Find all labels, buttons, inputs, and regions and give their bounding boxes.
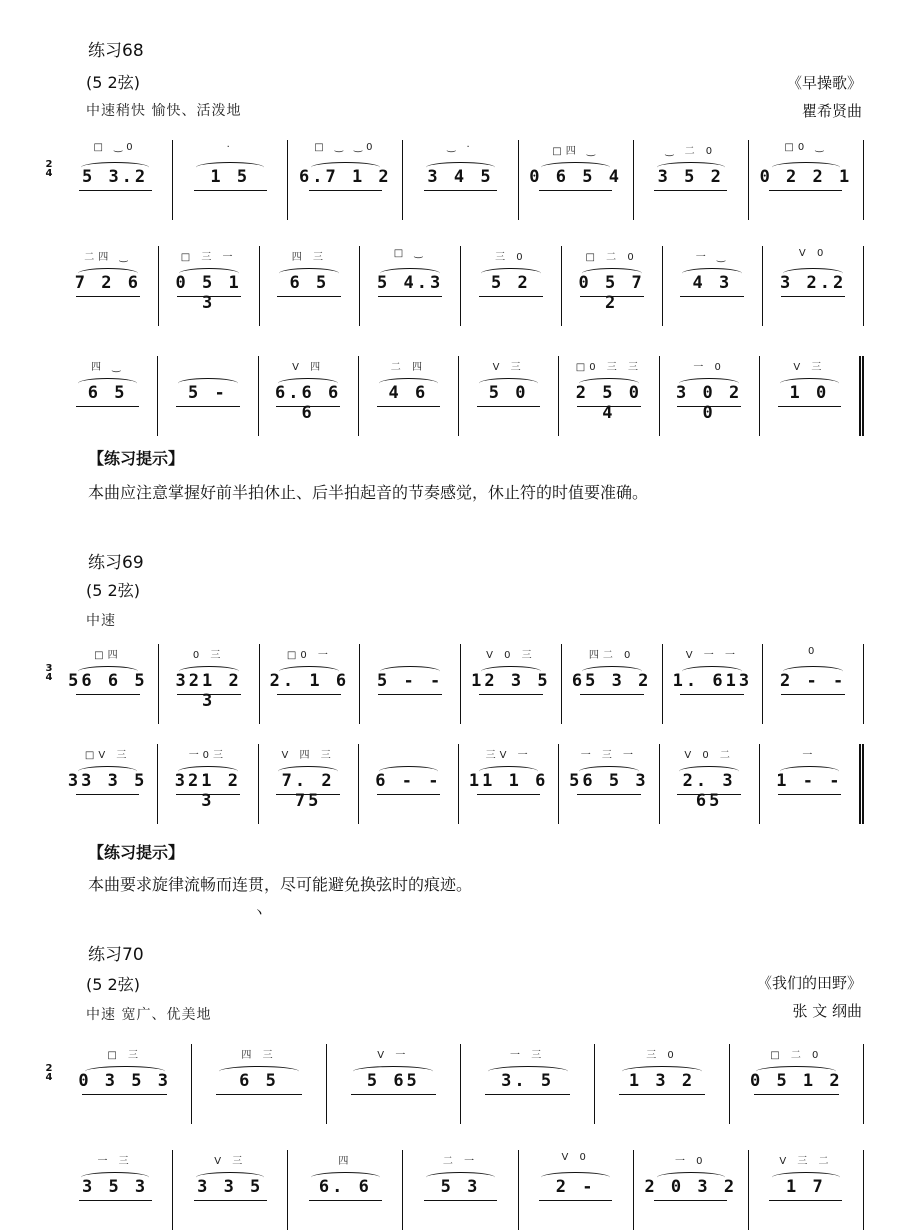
measure xyxy=(519,140,634,220)
notes: 1 0 xyxy=(789,383,830,403)
notes: 6 5 xyxy=(239,1071,279,1091)
notes: 0 2 2 1 xyxy=(759,167,853,187)
score-line xyxy=(44,246,864,326)
beam-underline xyxy=(580,296,644,297)
beam-underline xyxy=(619,1094,704,1095)
fingering-marks: 一 xyxy=(802,750,817,761)
exercise-68-composer: 瞿希贤曲 xyxy=(801,102,862,120)
fingering-marks: V 0 三 xyxy=(486,650,536,661)
measure xyxy=(58,1150,173,1230)
beam-underline xyxy=(276,794,340,795)
beam-underline xyxy=(580,694,644,695)
beam-underline xyxy=(76,794,140,795)
beam-underline xyxy=(176,794,240,795)
measure xyxy=(192,1044,326,1124)
measures xyxy=(58,644,864,724)
fingering-marks: □ 二 0 xyxy=(585,252,638,263)
beam-underline xyxy=(194,1200,267,1201)
score-line xyxy=(44,1044,864,1124)
fingering-marks: □四 ‿ xyxy=(552,146,599,157)
beam-underline xyxy=(377,794,441,795)
fingering-marks: V 三 xyxy=(793,362,826,373)
measures xyxy=(58,246,864,326)
fingering-marks: □ 三 xyxy=(107,1050,142,1061)
notes: 2 5 0 4 xyxy=(575,383,642,423)
fingering-marks: 四 三 xyxy=(241,1050,277,1061)
notes: 0 5 7 2 xyxy=(578,273,645,313)
notes: 0 5 1 2 xyxy=(749,1071,843,1091)
fingering-marks: V 0 xyxy=(798,248,828,259)
measure xyxy=(259,356,359,436)
exercise-69-strings: (5 2弦) xyxy=(86,581,140,600)
notes: 6 5 xyxy=(87,383,128,403)
measure xyxy=(259,744,359,824)
measure xyxy=(327,1044,461,1124)
fingering-marks: 0 三 xyxy=(192,650,225,661)
beam-underline xyxy=(477,406,541,407)
time-signature xyxy=(44,160,54,178)
beam-underline xyxy=(76,694,140,695)
measures xyxy=(58,140,864,220)
score-line xyxy=(44,140,864,220)
exercise-68-title: 练习68 xyxy=(88,41,144,61)
measure xyxy=(173,140,288,220)
time-signature-bottom: 4 xyxy=(45,672,53,683)
beam-underline xyxy=(539,1200,612,1201)
measure xyxy=(519,1150,634,1230)
notes: 4 3 xyxy=(692,273,733,293)
measure xyxy=(158,356,258,436)
measure xyxy=(288,140,403,220)
beam-underline xyxy=(577,794,641,795)
notes: 6.7 1 2 xyxy=(299,167,392,187)
measure xyxy=(461,1044,595,1124)
measures xyxy=(58,1150,864,1230)
fingering-marks: V 一 一 xyxy=(685,650,739,661)
fingering-marks: □ 三 一 xyxy=(180,252,237,263)
score-line xyxy=(44,356,864,436)
notes: 3 3 5 xyxy=(197,1177,264,1197)
fingering-marks: 四 ‿ xyxy=(91,362,125,373)
fingering-marks: 三V 一 xyxy=(485,750,532,761)
time-signature-top: 3 xyxy=(45,663,53,674)
measure xyxy=(403,1150,518,1230)
notes: 56 6 5 xyxy=(68,671,148,691)
fingering-marks: 三 0 xyxy=(646,1050,678,1061)
fingering-marks: 一 ‿ xyxy=(695,252,729,263)
beam-underline xyxy=(377,406,441,407)
measure xyxy=(459,356,559,436)
measure xyxy=(58,744,158,824)
measure xyxy=(763,246,864,326)
measure xyxy=(173,1150,288,1230)
beam-underline xyxy=(82,1094,167,1095)
fingering-marks: □四 xyxy=(94,650,122,661)
fingering-marks: 一 0 xyxy=(693,362,725,373)
time-signature xyxy=(44,1064,54,1082)
fingering-marks: 四二 0 xyxy=(588,650,635,661)
notes: 6 5 xyxy=(289,273,330,293)
notes: 5 0 xyxy=(488,383,529,403)
notes: 6.6 6 6 xyxy=(275,383,342,423)
beam-underline xyxy=(176,406,240,407)
notes: 321 2 3 xyxy=(175,671,242,711)
measure xyxy=(559,744,659,824)
tips-text: 本曲要求旋律流畅而连贯，尽可能避免换弦时的痕迹。 xyxy=(88,875,473,894)
fingering-marks: V 四 三 xyxy=(281,750,335,761)
beam-underline xyxy=(677,794,741,795)
exercise-68-strings: (5 2弦) xyxy=(86,73,140,92)
measure xyxy=(663,246,764,326)
beam-underline xyxy=(79,190,152,191)
beam-underline xyxy=(485,1094,570,1095)
fingering-marks: 一 三 xyxy=(510,1050,546,1061)
time-signature-top: 2 xyxy=(45,159,53,170)
notes: 7. 2 75 xyxy=(281,771,335,811)
exercise-69-title: 练习69 xyxy=(88,553,144,573)
measure xyxy=(749,1150,864,1230)
fingering-marks: V 0 xyxy=(561,1152,590,1163)
notes: 6 - - xyxy=(375,771,442,791)
notes: 3. 5 xyxy=(501,1071,555,1091)
measure xyxy=(562,246,663,326)
notes: 3 0 2 0 xyxy=(676,383,743,423)
exercise-70-tempo: 中速 宽广、优美地 xyxy=(86,1007,212,1023)
measure xyxy=(359,356,459,436)
measure xyxy=(459,744,559,824)
measure xyxy=(634,140,749,220)
beam-underline xyxy=(769,1200,842,1201)
fingering-marks: V 四 xyxy=(292,362,325,373)
beam-underline xyxy=(477,794,541,795)
fingering-marks: □ 二 0 xyxy=(770,1050,823,1061)
beam-underline xyxy=(479,694,543,695)
beam-underline xyxy=(680,694,744,695)
beam-underline xyxy=(680,296,744,297)
notes: 5 - xyxy=(188,383,228,403)
notes: 2 - xyxy=(555,1177,596,1197)
measure xyxy=(159,644,260,724)
beam-underline xyxy=(539,190,612,191)
notes: 321 2 3 xyxy=(174,771,241,811)
notes: 2 - - xyxy=(780,671,847,691)
beam-underline xyxy=(76,406,140,407)
fingering-marks: 一 0 xyxy=(675,1156,707,1167)
measure xyxy=(403,140,518,220)
beam-underline xyxy=(479,296,543,297)
notes: 2. 3 65 xyxy=(682,771,736,811)
beam-underline xyxy=(424,1200,497,1201)
fingering-marks: V 三 xyxy=(214,1156,247,1167)
notes: 5 65 xyxy=(366,1071,420,1091)
notes: 2. 1 6 xyxy=(269,671,350,691)
beam-underline xyxy=(654,190,727,191)
notes: 2 0 3 2 xyxy=(644,1177,738,1197)
measure xyxy=(159,246,260,326)
beam-underline xyxy=(76,296,140,297)
notes: 3 5 2 xyxy=(657,167,724,187)
beam-underline xyxy=(654,1200,727,1201)
beam-underline xyxy=(309,190,382,191)
exercise-70-song: 《我们的田野》 xyxy=(756,974,862,992)
measure xyxy=(660,744,760,824)
notes: 3 4 5 xyxy=(427,167,494,187)
fingering-marks: ‿ · xyxy=(447,142,474,153)
notes: 0 6 5 4 xyxy=(529,167,622,187)
measure xyxy=(660,356,760,436)
beam-underline xyxy=(754,1094,839,1095)
measure xyxy=(260,246,361,326)
beam-underline xyxy=(778,406,842,407)
measure xyxy=(360,644,461,724)
measure xyxy=(760,356,864,436)
beam-underline xyxy=(177,694,241,695)
beam-underline xyxy=(781,296,845,297)
score-line xyxy=(44,744,864,824)
measure xyxy=(58,1044,192,1124)
beam-underline xyxy=(424,190,497,191)
notes: 56 5 3 xyxy=(569,771,649,791)
beam-underline xyxy=(216,1094,301,1095)
measure xyxy=(288,1150,403,1230)
notes: 5 4.3 xyxy=(377,273,444,293)
time-signature-bottom: 4 xyxy=(45,1072,53,1083)
beam-underline xyxy=(79,1200,152,1201)
notes: 5 - - xyxy=(377,671,444,691)
notes: 0 5 1 3 xyxy=(175,273,242,313)
exercise-70-title: 练习70 xyxy=(88,945,144,965)
measure xyxy=(730,1044,864,1124)
notes: 1 3 2 xyxy=(628,1071,696,1091)
tips-heading: 【练习提示】 xyxy=(88,843,185,862)
beam-underline xyxy=(276,406,340,407)
measure xyxy=(461,644,562,724)
fingering-marks: 一 三 一 xyxy=(580,750,638,761)
measure xyxy=(58,246,159,326)
measures xyxy=(58,356,864,436)
beam-underline xyxy=(778,794,842,795)
measure xyxy=(158,744,258,824)
fingering-marks: □ ‿ ‿0 xyxy=(314,142,377,153)
notes: 65 3 2 xyxy=(571,671,652,691)
exercise-69-tempo: 中速 xyxy=(86,613,116,629)
measure xyxy=(763,644,864,724)
measure xyxy=(562,644,663,724)
exercise-70-composer: 张 文 纲曲 xyxy=(792,1002,862,1020)
exercise-68-tempo: 中速稍快 愉快、活泼地 xyxy=(86,103,242,119)
fingering-marks: V 三 二 xyxy=(779,1156,833,1167)
beam-underline xyxy=(277,694,341,695)
measure xyxy=(359,744,459,824)
notes: 0 3 5 3 xyxy=(78,1071,171,1091)
time-signature-bottom: 4 xyxy=(45,168,53,179)
fingering-marks: V 三 xyxy=(492,362,525,373)
measure xyxy=(58,644,159,724)
measure xyxy=(58,140,173,220)
notes: 1 - - xyxy=(776,771,843,791)
beam-underline xyxy=(277,296,341,297)
fingering-marks: □0 ‿ xyxy=(784,142,828,153)
measure xyxy=(360,246,461,326)
measure xyxy=(461,246,562,326)
time-signature-top: 2 xyxy=(45,1063,53,1074)
fingering-marks: 二四 ‿ xyxy=(84,252,132,263)
fingering-marks: · xyxy=(226,142,234,153)
notes: 1. 613 xyxy=(672,671,753,691)
time-signature xyxy=(44,664,54,682)
fingering-marks: 四 xyxy=(338,1156,353,1167)
fingering-marks: 二 四 xyxy=(390,362,426,373)
fingering-marks: V 0 二 xyxy=(684,750,734,761)
beam-underline xyxy=(577,406,641,407)
stray-mark: ヽ xyxy=(252,905,266,921)
beam-underline xyxy=(309,1200,382,1201)
score-line xyxy=(44,644,864,724)
measures xyxy=(58,1044,864,1124)
measure xyxy=(663,644,764,724)
fingering-marks: □ ‿ xyxy=(393,248,427,259)
beam-underline xyxy=(351,1094,436,1095)
measures xyxy=(58,744,864,824)
notes: 6. 6 xyxy=(318,1177,372,1197)
notes: 5 3.2 xyxy=(81,167,149,187)
fingering-marks: □0 三 三 xyxy=(575,362,642,373)
measure xyxy=(749,140,864,220)
exercise-70-strings: (5 2弦) xyxy=(86,975,140,994)
beam-underline xyxy=(769,190,842,191)
notes: 33 3 5 xyxy=(67,771,148,791)
fingering-marks: 四 三 xyxy=(291,252,327,263)
notes: 1 5 xyxy=(210,167,251,187)
notes: 7 2 6 xyxy=(74,273,141,293)
notes: 1 7 xyxy=(786,1177,826,1197)
notes: 12 3 5 xyxy=(471,671,551,691)
beam-underline xyxy=(781,694,845,695)
score-line xyxy=(44,1150,864,1230)
measure xyxy=(260,644,361,724)
beam-underline xyxy=(378,694,442,695)
notes: 5 2 xyxy=(491,273,531,293)
fingering-marks: □V 三 xyxy=(84,750,131,761)
measure xyxy=(595,1044,729,1124)
notes: 3 2.2 xyxy=(780,273,847,293)
measure xyxy=(760,744,864,824)
fingering-marks: ‿ 二 0 xyxy=(665,146,717,157)
beam-underline xyxy=(194,190,267,191)
tips-heading: 【练习提示】 xyxy=(88,449,185,468)
fingering-marks: □0 一 xyxy=(286,650,332,661)
fingering-marks: 一 三 xyxy=(97,1156,133,1167)
fingering-marks: V 一 xyxy=(377,1050,410,1061)
notes: 11 1 6 xyxy=(468,771,549,791)
beam-underline xyxy=(378,296,442,297)
measure xyxy=(559,356,659,436)
measure xyxy=(634,1150,749,1230)
beam-underline xyxy=(677,406,741,407)
exercise-68-song: 《早操歌》 xyxy=(786,74,862,92)
fingering-marks: □ ‿0 xyxy=(93,142,137,153)
fingering-marks: 三 0 xyxy=(495,252,527,263)
tips-text: 本曲应注意掌握好前半拍休止、后半拍起音的节奏感觉，休止符的时值要准确。 xyxy=(88,483,649,502)
fingering-marks: 一0三 xyxy=(188,750,228,761)
notes: 5 3 xyxy=(440,1177,481,1197)
notes: 3 5 3 xyxy=(81,1177,149,1197)
fingering-marks: 0 xyxy=(807,646,819,657)
beam-underline xyxy=(177,296,241,297)
notes: 4 6 xyxy=(388,383,429,403)
fingering-marks: 二 一 xyxy=(442,1156,479,1167)
measure xyxy=(58,356,158,436)
